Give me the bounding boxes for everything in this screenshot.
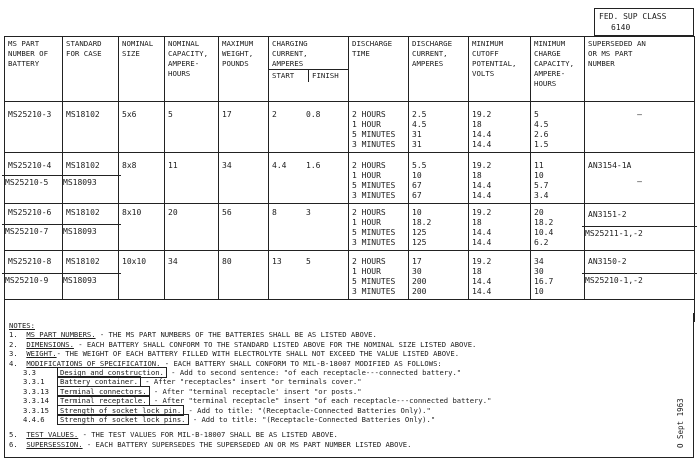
cell-standard: MS18102 MS18093: [63, 153, 119, 204]
col-superseded: SUPERSEDED AN OR MS PART NUMBER: [585, 37, 695, 102]
cell-discharge-time: 2 HOURS 1 HOUR 5 MINUTES 3 MINUTES: [349, 153, 409, 204]
cell-charging-start: 13: [272, 257, 282, 266]
cell-charging: [269, 102, 349, 153]
cell-charging: [269, 204, 349, 251]
fed-sup-class-value: 6140: [611, 23, 631, 32]
cell-min-charge-capacity: 11 10 5.7 3.4: [531, 153, 585, 204]
fed-sup-class-label: FED. SUP CLASS: [599, 12, 667, 21]
cell-standard: MS18102 MS18093: [63, 204, 119, 251]
note-4-sub-1: 3.3 Design and construction. - Add to second sentence: "of each receptacle---connected battery.": [23, 368, 462, 378]
cell-discharge-current: 5.5 10 67 67: [409, 153, 469, 204]
cell-size: 8x8: [119, 153, 165, 204]
table-row: [5, 204, 695, 251]
cell-discharge-time: 2 HOURS 1 HOUR 5 MINUTES 3 MINUTES: [349, 102, 409, 153]
col-discharge-current: DISCHARGE CURRENT, AMPERES: [409, 37, 469, 102]
col-min-cutoff: MINIMUM CUTOFF POTENTIAL, VOLTS: [469, 37, 531, 102]
cell-ms-part: MS25210-8 MS25210-9: [5, 251, 63, 300]
cell-size: 5x6: [119, 102, 165, 153]
cell-superseded: AN3150-2 MS25210-1,-2: [585, 251, 695, 300]
cell-charging-finish: 1.6: [306, 161, 321, 170]
cell-superseded: AN3151-2 MS25211-1,-2: [585, 204, 695, 251]
col-ms-part: MS PART NUMBER OF BATTERY: [5, 37, 63, 102]
note-2: 2. DIMENSIONS. - EACH BATTERY SHALL CONFORM TO THE STANDARD LISTED ABOVE FOR THE NOMINAL SIZE LISTED ABOVE.: [9, 339, 477, 349]
cell-standard: MS18102: [63, 102, 119, 153]
cell-discharge-time: 2 HOURS 1 HOUR 5 MINUTES 3 MINUTES: [349, 204, 409, 251]
col-max-weight: MAXIMUM WEIGHT, POUNDS: [219, 37, 269, 102]
cell-ms-part: MS25210-4 MS25210-5: [5, 153, 63, 204]
col-standard: STANDARD FOR CASE: [63, 37, 119, 102]
note-4-sub-3: 3.3.13 Terminal connectors. - After "terminal receptacle' insert "or posts.": [23, 386, 362, 396]
cell-min-cutoff: 19.2 18 14.4 14.4: [469, 102, 531, 153]
col-nominal-size: NOMINAL SIZE: [119, 37, 165, 102]
note-1: 1. MS PART NUMBERS. - THE MS PART NUMBERS OF THE BATTERIES SHALL BE AS LISTED ABOVE.: [9, 330, 377, 340]
charging-subheader: [269, 69, 348, 82]
table-header-row: [5, 37, 695, 102]
notes-section: [4, 313, 694, 458]
col-nominal-capacity: NOMINAL CAPACITY, AMPERE- HOURS: [165, 37, 219, 102]
cell-weight: 17: [219, 102, 269, 153]
cell-charging-finish: 0.8: [306, 110, 321, 119]
cell-charging-start: 2: [272, 110, 277, 119]
cell-weight: 80: [219, 251, 269, 300]
cell-superseded: —: [585, 102, 695, 153]
cell-min-charge-capacity: 20 18.2 10.4 6.2: [531, 204, 585, 251]
cell-capacity: 20: [165, 204, 219, 251]
col-charging-finish: FINISH: [308, 70, 348, 82]
note-4-sub-4: 3.3.14 Terminal receptacle. - After "terminal receptacle" insert "of each receptacle---connected battery.": [23, 396, 492, 406]
cell-capacity: 11: [165, 153, 219, 204]
cell-size: 10x10: [119, 251, 165, 300]
cell-ms-part: MS25210-3: [5, 102, 63, 153]
cell-discharge-current: 10 18.2 125 125: [409, 204, 469, 251]
cell-charging: [269, 251, 349, 300]
cell-min-cutoff: 19.2 18 14.4 14.4: [469, 251, 531, 300]
note-4-sub-5: 3.3.15 Strength of socket lock pin. - Add to title: "(Receptacle-Connected Batteries Only).": [23, 405, 431, 415]
cell-weight: 56: [219, 204, 269, 251]
note-3: 3. WEIGHT.- THE WEIGHT OF EACH BATTERY FILLED WITH ELECTROLYTE SHALL NOT EXCEED THE VALUE LISTED ABOVE.: [9, 349, 460, 359]
cell-discharge-time: 2 HOURS 1 HOUR 5 MINUTES 3 MINUTES: [349, 251, 409, 300]
table-row: [5, 251, 695, 300]
note-4-sub-6: 4.4.6 Strength of socket lock pins. - Add to title: "(Receptacle-Connected Batteries Only).": [23, 415, 436, 425]
cell-min-cutoff: 19.2 18 14.4 14.4: [469, 204, 531, 251]
table-row: [5, 153, 695, 204]
table-row: [5, 102, 695, 153]
cell-standard: MS18102 MS18093: [63, 251, 119, 300]
cell-charging: [269, 153, 349, 204]
cell-discharge-current: 17 30 200 200: [409, 251, 469, 300]
notes-heading: NOTES:: [9, 321, 35, 330]
cell-min-charge-capacity: 34 30 16.7 10: [531, 251, 585, 300]
note-4-sub-2: 3.3.1 Battery container. - After "receptacles" insert "or terminals cover.": [23, 377, 362, 387]
fed-sup-class-box: [594, 8, 694, 36]
col-charging-current: CHARGING CURRENT, AMPERES START FINISH: [269, 37, 349, 102]
cell-weight: 34: [219, 153, 269, 204]
cell-superseded: AN3154-1A —: [585, 153, 695, 204]
battery-spec-table: [4, 36, 695, 322]
cell-charging-start: 8: [272, 208, 277, 217]
col-min-charge-capacity: MINIMUM CHARGE CAPACITY, AMPERE- HOURS: [531, 37, 585, 102]
note-4: 4. MODIFICATIONS OF SPECIFICATION. - EACH BATTERY SHALL CONFORM TO MIL-B-18007 MODIFIED AS FOLLOWS:: [9, 358, 442, 368]
cell-size: 8x10: [119, 204, 165, 251]
note-6: 6. SUPERSESSION. - EACH BATTERY SUPERSEDES THE SUPERSEDED AN OR MS PART NUMBER LISTED ABOVE.: [9, 439, 412, 449]
date-stamp: O Sept 1963: [676, 398, 685, 448]
cell-capacity: 5: [165, 102, 219, 153]
cell-min-cutoff: 19.2 18 14.4 14.4: [469, 153, 531, 204]
cell-charging-finish: 5: [306, 257, 311, 266]
cell-min-charge-capacity: 5 4.5 2.6 1.5: [531, 102, 585, 153]
cell-capacity: 34: [165, 251, 219, 300]
cell-ms-part: MS25210-6 MS25210-7: [5, 204, 63, 251]
cell-charging-finish: 3: [306, 208, 311, 217]
cell-charging-start: 4.4: [272, 161, 287, 170]
cell-discharge-current: 2.5 4.5 31 31: [409, 102, 469, 153]
col-discharge-time: DISCHARGE TIME: [349, 37, 409, 102]
note-5: 5. TEST VALUES. - THE TEST VALUES FOR MIL-B-18007 SHALL BE AS LISTED ABOVE.: [9, 430, 338, 440]
col-charging-start: START: [272, 71, 295, 80]
